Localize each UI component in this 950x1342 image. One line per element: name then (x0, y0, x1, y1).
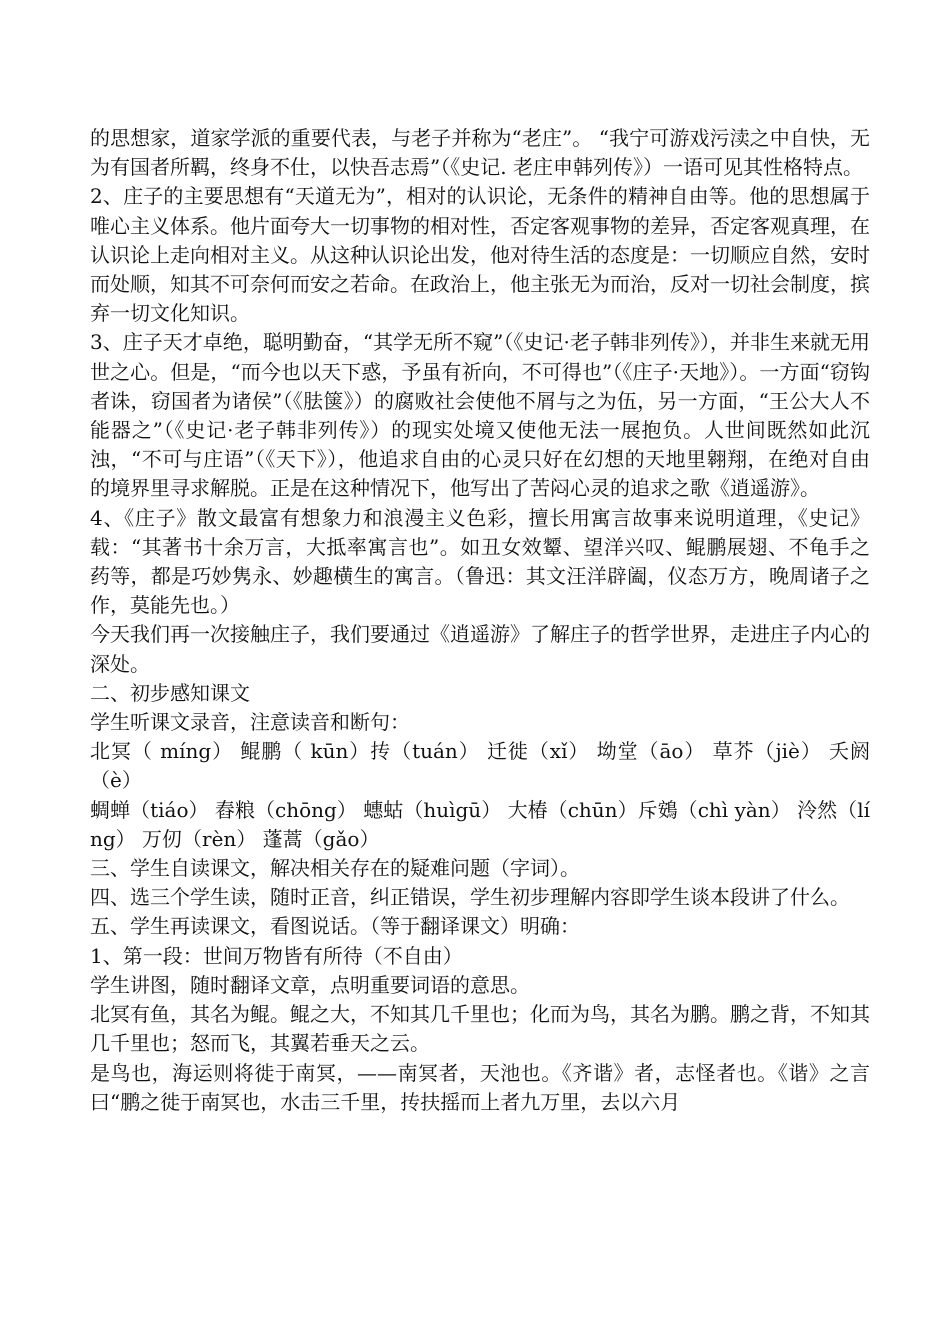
paragraph-point-2-thought: 2、庄子的主要思想有“天道无为”，相对的认识论，无条件的精神自由等。他的思想属于唯心主义体系。他片面夸大一切事物的相对性，否定客观事物的差异，否定客观真理，在认识论上走向相对主义。从这种认识论出发，他对待生活的态度是：一切顺应自然，安时而处顺，知其不可奈何而安之若命。在政治上，他主张无为而治，反对一切社会制度，摈弃一切文化知识。 (90, 184, 870, 326)
paragraph-first-section-title: 1、第一段：世间万物皆有所待（不自由） (90, 943, 463, 968)
paragraph-listen-instruction: 学生听课文录音，注意读音和断句： (90, 710, 410, 735)
pronunciation-list-2: 蜩蝉（tiáo） 舂粮（chōng） 蟪蛄（huìgū） 大椿（chūn）斥鴳（chì yàn） 泠然（líng） 万仞（rèn） 蓬蒿（gǎo） (90, 797, 870, 851)
section-heading-2: 二、初步感知课文 (90, 680, 250, 705)
document-page (90, 124, 870, 1117)
paragraph-zhuangzi-intro: 的思想家，道家学派的重要代表，与老子并称为“老庄”。 “我宁可游戏污渎之中自快，无为有国者所羁，终身不仕，以快吾志焉”（《史记. 老庄申韩列传》）一语可见其性格特点。 (90, 126, 870, 180)
section-heading-4: 四、选三个学生读，随时正音，纠正错误，学生初步理解内容即学生谈本段讲了什么。 (90, 885, 850, 910)
section-heading-3: 三、学生自读课文，解决相关存在的疑难问题（字词）。 (90, 856, 580, 881)
paragraph-point-4-style: 4、《庄子》散文最富有想象力和浪漫主义色彩，擅长用寓言故事来说明道理，《史记》载：“其著书十余万言，大抵率寓言也”。如丑女效颦、望洋兴叹、鲲鹏展翅、不龟手之药等，都是巧妙隽永、妙趣横生的寓言。（鲁迅：其文汪洋辟阖，仪态万方，晚周诸子之作，莫能先也。） (90, 505, 870, 618)
paragraph-text-excerpt-1: 北冥有鱼，其名为鲲。鲲之大，不知其几千里也；化而为鸟，其名为鹏。鹏之背，不知其几千里也；怒而飞，其翼若垂天之云。 (90, 1002, 870, 1056)
section-heading-5: 五、学生再读课文，看图说话。（等于翻译课文）明确： (90, 914, 580, 939)
paragraph-student-instruction: 学生讲图，随时翻译文章，点明重要词语的意思。 (90, 972, 530, 997)
paragraph-lead-in: 今天我们再一次接触庄子，我们要通过《逍遥游》了解庄子的哲学世界，走进庄子内心的深处。 (90, 622, 870, 676)
pronunciation-list-1: 北冥（ míng） 鲲鹏（ kūn）抟（tuán） 迁徙（xǐ） 坳堂（āo） 草芥（jiè） 夭阏（è） (90, 739, 870, 793)
paragraph-point-3-background: 3、庄子天才卓绝，聪明勤奋，“其学无所不窥”（《史记·老子韩非列传》），并非生来就无用世之心。但是，“而今也以天下惑，予虽有祈向，不可得也”（《庄子·天地》）。一方面“窃钩者诛，窃国者为诸侯”（《胠箧》）的腐败社会使他不屑与之为伍，另一方面，“王公大人不能器之”（《史记·老子韩非列传》）的现实处境又使他无法一展抱负。人世间既然如此沉浊，“不可与庄语”（《天下》），他追求自由的心灵只好在幻想的天地里翱翔，在绝对自由的境界里寻求解脱。正是在这种情况下，他写出了苦闷心灵的追求之歌《逍遥游》。 (90, 330, 870, 501)
paragraph-text-excerpt-2: 是鸟也，海运则将徙于南冥，——南冥者，天池也。《齐谐》者，志怪者也。《谐》之言曰“鹏之徙于南冥也，水击三千里，抟扶摇而上者九万里，去以六月 (90, 1060, 870, 1114)
